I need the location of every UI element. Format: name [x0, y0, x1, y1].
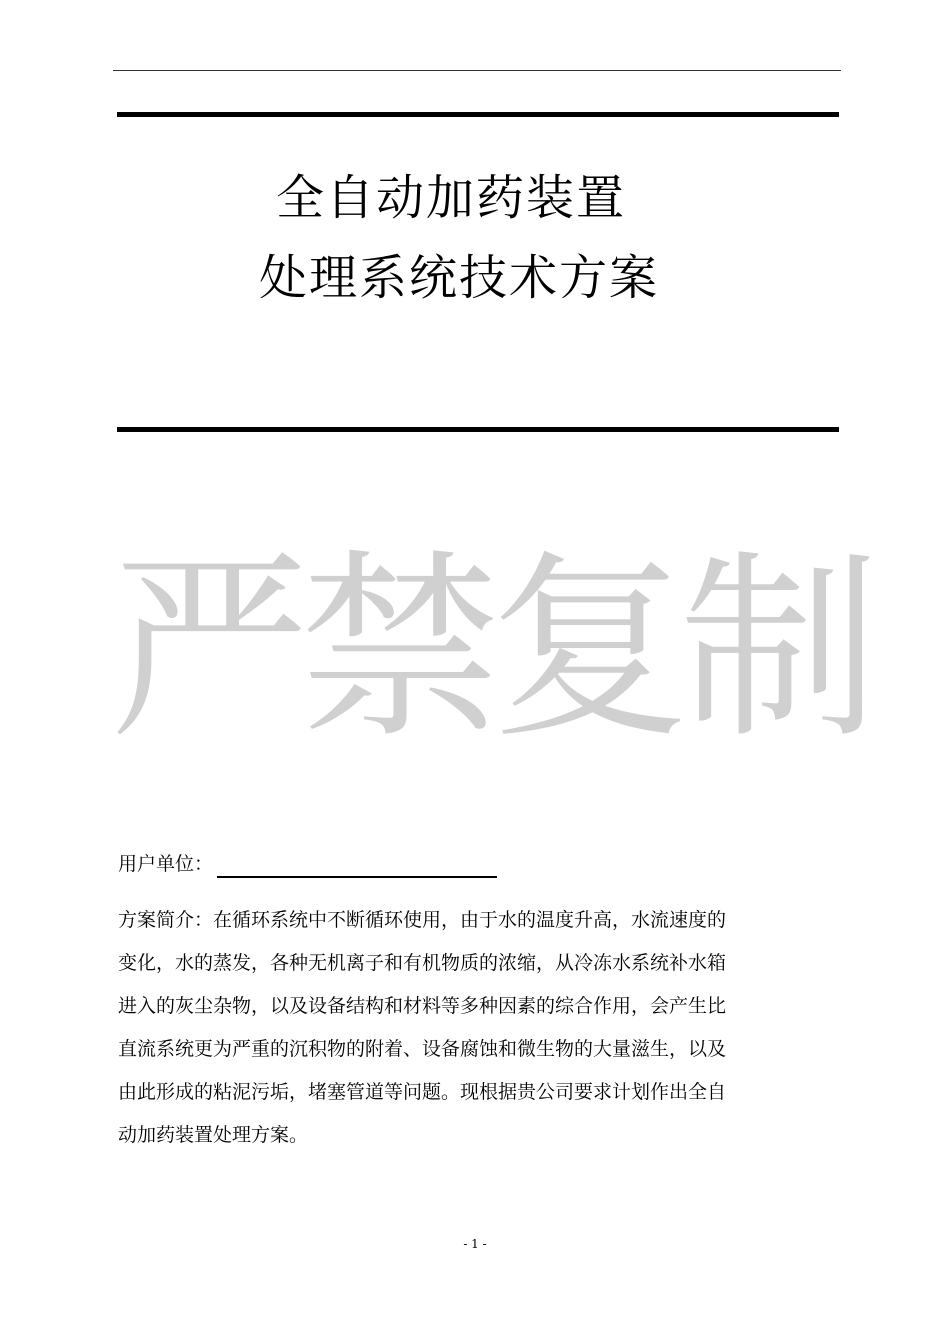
page-number: - 1 - — [463, 1237, 487, 1251]
title-bottom-rule — [117, 427, 839, 432]
header-rule — [113, 70, 841, 71]
title-line-1: 全自动加药装置 — [276, 170, 627, 226]
intro-line: 进入的灰尘杂物，以及设备结构和材料等多种因素的综合作用，会产生比 — [118, 995, 727, 1017]
intro-line: 方案简介：在循环系统中不断循环使用，由于水的温度升高，水流速度的 — [118, 909, 727, 931]
intro-paragraph — [118, 899, 840, 1157]
title-top-rule — [117, 112, 839, 117]
intro-line: 直流系统更为严重的沉积物的附着、设备腐蚀和微生物的大量滋生，以及 — [118, 1038, 727, 1060]
user-unit-label: 用户单位： — [118, 853, 214, 875]
user-unit-field — [118, 850, 497, 878]
user-unit-blank-line — [217, 854, 497, 878]
title-line-2: 处理系统技术方案 — [259, 250, 660, 306]
watermark: 严禁复制 — [110, 533, 871, 766]
intro-line: 由此形成的粘泥污垢，堵塞管道等问题。现根据贵公司要求计划作出全自 — [118, 1081, 727, 1103]
intro-line: 变化，水的蒸发，各种无机离子和有机物质的浓缩，从冷冻水系统补水箱 — [118, 952, 727, 974]
intro-line: 动加药装置处理方案。 — [118, 1124, 309, 1146]
